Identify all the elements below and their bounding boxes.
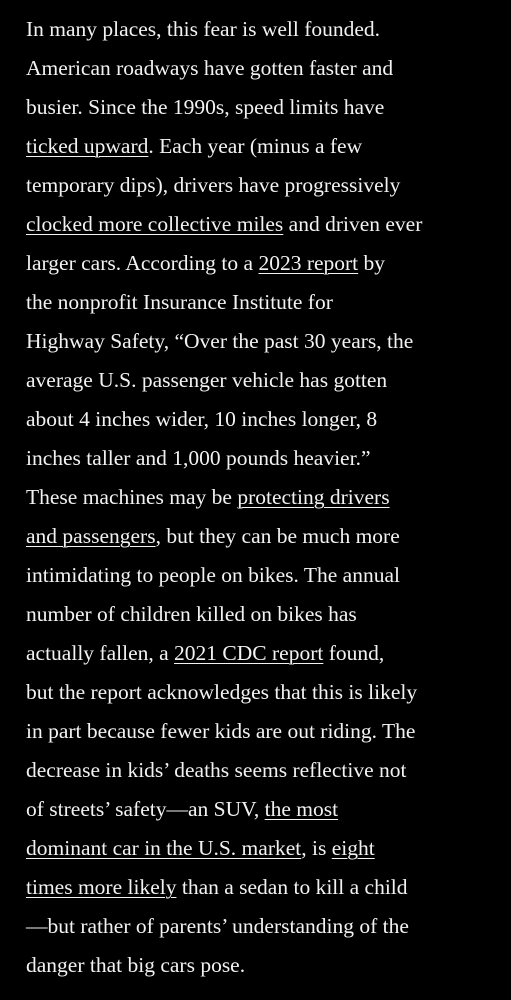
dominant-car-link[interactable]: the most [264,797,339,821]
body-text: —but rather of parents’ understanding of the [26,914,409,938]
text-line [26,673,511,712]
body-text: by [358,251,386,275]
body-text: inches taller and 1,000 pounds heavier.” [26,446,371,470]
body-text: about 4 inches wider, 10 inches longer, 8 [26,407,378,431]
body-text: number of children killed on bikes has [26,602,357,626]
protecting-drivers-link[interactable]: and passengers [26,524,156,548]
body-text: , is [301,836,332,860]
text-line [26,439,511,478]
body-text: larger cars. According to a [26,251,259,275]
body-text: In many places, this fear is well founded. [26,17,381,41]
protecting-drivers-link[interactable]: protecting drivers [237,485,390,509]
text-line [26,283,511,322]
text-line [26,712,511,751]
text-line [26,127,511,166]
cdc-2021-report-link[interactable]: 2021 CDC report [174,641,324,665]
text-line [26,244,511,283]
iihs-2023-report-link[interactable]: 2023 report [258,251,359,275]
text-line [26,595,511,634]
text-line [26,868,511,907]
body-text: busier. Since the 1990s, speed limits have [26,95,385,119]
body-text: Highway Safety, “Over the past 30 years, the [26,329,414,353]
body-text: American roadways have gotten faster and [26,56,394,80]
speed-limits-link[interactable]: ticked upward [26,134,149,158]
body-text: intimidating to people on bikes. The annual [26,563,400,587]
text-line [26,49,511,88]
body-text: but the report acknowledges that this is likely [26,680,418,704]
body-text: . Each year (minus a few [148,134,363,158]
eight-times-link[interactable]: times more likely [26,875,177,899]
body-text: the nonprofit Insurance Institute for [26,290,333,314]
body-text: temporary dips), drivers have progressively [26,173,401,197]
body-text: actually fallen, a [26,641,175,665]
text-line [26,361,511,400]
body-text: and driven ever [283,212,423,236]
body-text: average U.S. passenger vehicle has gotten [26,368,388,392]
dominant-car-link[interactable]: dominant car in the U.S. market [26,836,302,860]
body-text: found, [323,641,385,665]
text-line [26,88,511,127]
text-line [26,205,511,244]
body-text: decrease in kids’ deaths seems reflective not [26,758,407,782]
text-line [26,478,511,517]
body-text: danger that big cars pose. [26,953,246,977]
body-text: than a sedan to kill a child [176,875,408,899]
text-line [26,10,511,49]
body-text: of streets’ safety—an SUV, [26,797,265,821]
text-line [26,400,511,439]
text-line [26,322,511,361]
text-line [26,790,511,829]
body-text: , but they can be much more [155,524,400,548]
text-line [26,517,511,556]
article-paragraph [26,10,511,985]
text-line [26,946,511,985]
text-line [26,907,511,946]
body-text: in part because fewer kids are out riding. The [26,719,416,743]
body-text: These machines may be [26,485,238,509]
text-line [26,556,511,595]
eight-times-link[interactable]: eight [331,836,375,860]
text-line [26,829,511,868]
text-line [26,634,511,673]
text-line [26,751,511,790]
text-line [26,166,511,205]
collective-miles-link[interactable]: clocked more collective miles [26,212,284,236]
